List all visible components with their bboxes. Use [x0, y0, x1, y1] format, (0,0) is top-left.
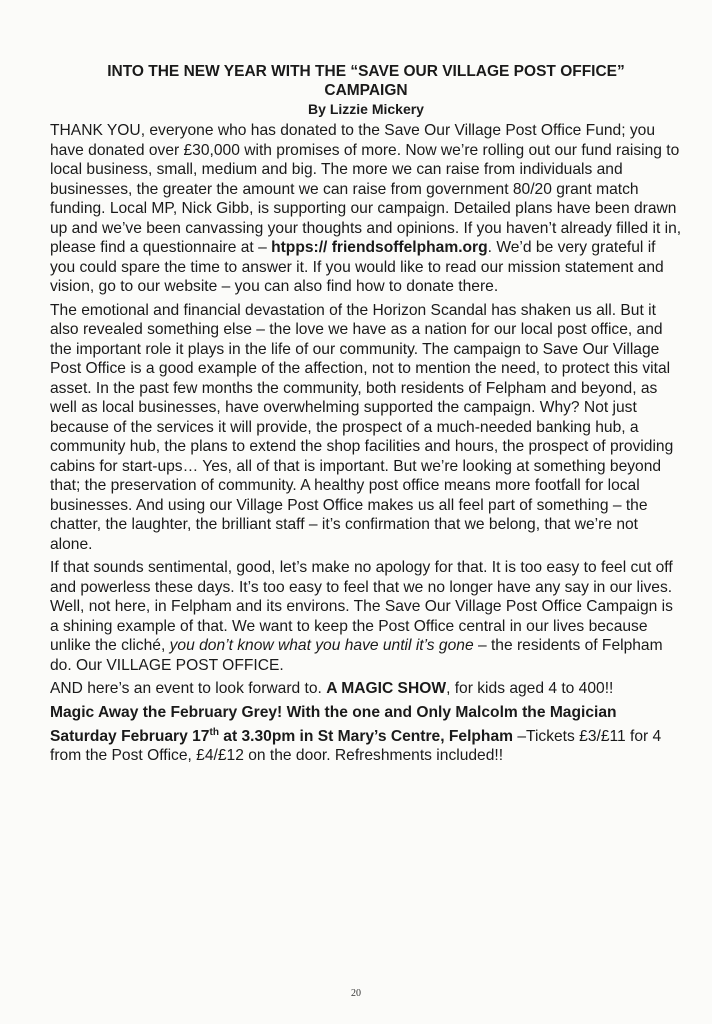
- event-time-venue: at 3.30pm in St Mary’s Centre, Felpham: [218, 727, 513, 745]
- paragraph-1-text-b: . We’d be very grateful if you could spare the time to answer it. If you would like to read our mission statement and vision, go to our website – you can also find how to donate there.: [50, 239, 664, 295]
- paragraph-3-text-b: – the residents of Felpham do. Our VILLAGE POST OFFICE.: [50, 637, 663, 674]
- paragraph-1-text-a: THANK YOU, everyone who has donated to the Save Our Village Post Office Fund; you have donated over £30,000 with promises of more. Now we’re rolling out our fund raising to local business, small, medium and big. The more we can raise from individuals and businesses, the greater the amount we can raise from government 80/20 grant match funding. Local MP, Nick Gibb, is supporting our campaign. Detailed plans have been drawn up and we’ve been canvassing your thoughts and opinions. If you haven’t already filled it in, please find a questionnaire at –: [50, 122, 682, 256]
- paragraph-4: [50, 679, 682, 699]
- paragraph-1: [50, 121, 682, 297]
- article: [50, 62, 682, 770]
- paragraph-4-text-a: AND here’s an event to look forward to.: [50, 680, 327, 697]
- paragraph-3-italic: you don’t know what you have until it’s gone: [169, 637, 474, 654]
- event-date-suffix: th: [209, 726, 219, 738]
- title-line-1: INTO THE NEW YEAR WITH THE “SAVE OUR VILLAGE POST OFFICE”: [107, 63, 625, 80]
- event-date: Saturday February 17: [50, 727, 210, 745]
- event-tickets: –Tickets £3/£11 for 4 from the Post Office, £4/£12 on the door. Refreshments included!!: [50, 727, 662, 764]
- magic-headline: Magic Away the February Grey! With the one and Only Malcolm the Magician: [50, 703, 617, 721]
- paragraph-2: The emotional and financial devastation of the Horizon Scandal has shaken us all. But it also revealed something else – the love we have as a nation for our local post office, and the important role it plays in the life of our community. The campaign to Save Our Village Post Office is a good example of the affection, not to mention the need, to protect this vital asset. In the past few months the community, both residents of Felpham and beyond, as well as local businesses, have overwhelming supported the campaign. Why? Not just because of the services it will provide, the prospect of a much-needed banking hub, a community hub, the plans to extend the shop facilities and hours, the prospect of providing cabins for start-ups… Yes, all of that is important. But we’re looking at something beyond that; the preservation of community. A healthy post office means more footfall for local businesses. And using our Village Post Office makes us all feel part of something – the chatter, the laughter, the brilliant staff – it’s confirmation that we belong, that we’re not alone.: [50, 301, 674, 553]
- article-title: [50, 62, 682, 100]
- magic-show-label: A MAGIC SHOW: [326, 680, 447, 697]
- website-link[interactable]: htpps:// friendsoffelpham.org: [271, 239, 488, 256]
- event-details: [50, 727, 682, 766]
- paragraph-3: [50, 558, 682, 675]
- page-number: 20: [351, 988, 361, 999]
- byline: By Lizzie Mickery: [308, 101, 424, 117]
- title-line-2: CAMPAIGN: [324, 82, 408, 99]
- paragraph-3-text-a: If that sounds sentimental, good, let’s make no apology for that. It is too easy to feel cut off and powerless these days. It’s too easy to feel that we no longer have any say in our lives. Well, not here, in Felpham and its environs. The Save Our Village Post Office Campaign is a shining example of that. We want to keep the Post Office central in our lives because unlike the cliché,: [50, 559, 673, 654]
- paragraph-4-text-b: , for kids aged 4 to 400!!: [446, 680, 614, 697]
